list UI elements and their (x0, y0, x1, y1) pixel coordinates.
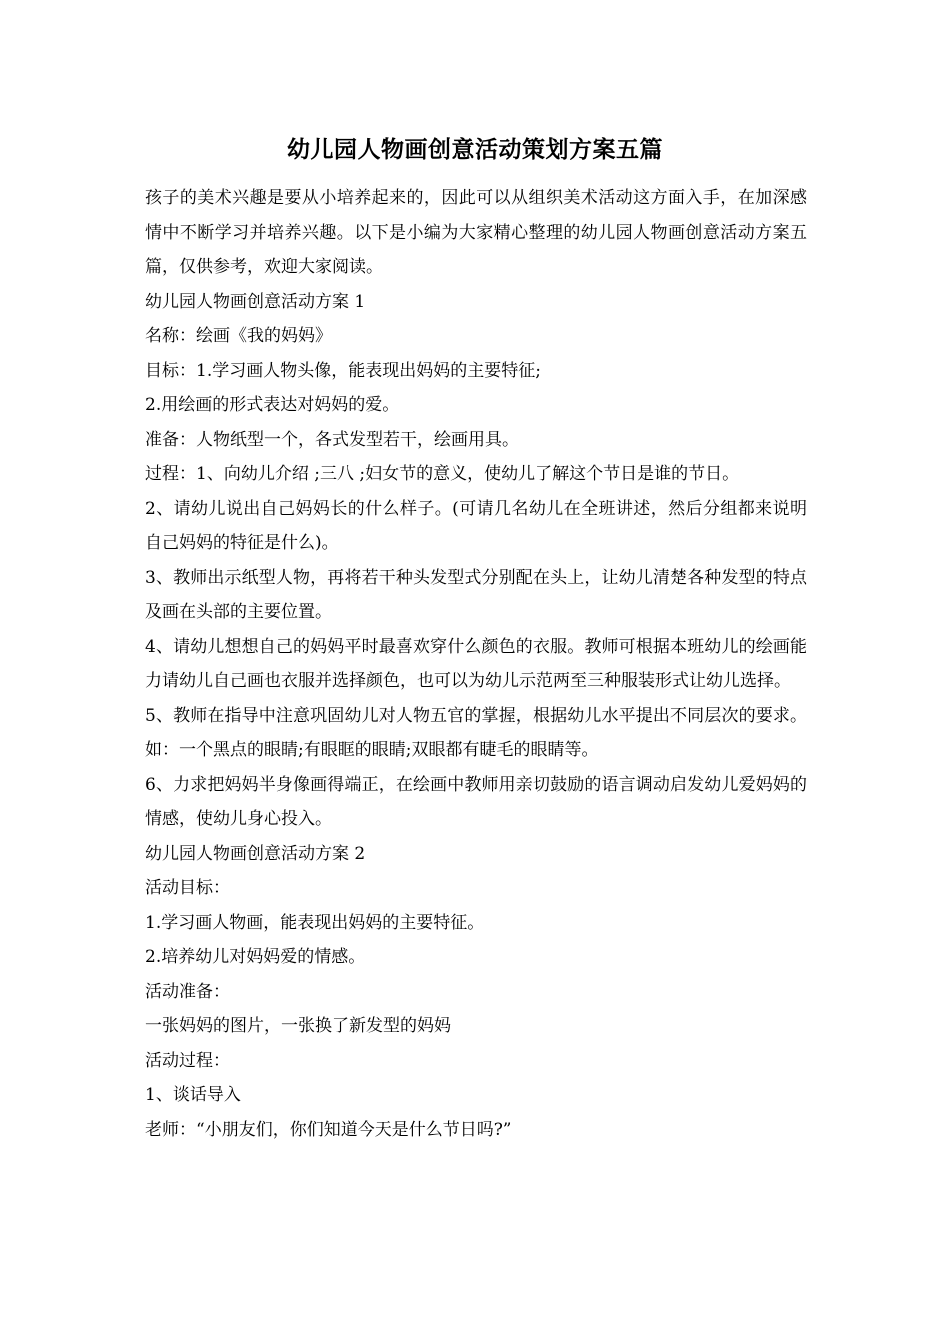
paragraph: 2.培养幼儿对妈妈爱的情感。 (145, 947, 366, 967)
paragraph: 活动目标： (145, 878, 230, 898)
paragraph: 4、请幼儿想想自己的妈妈平时最喜欢穿什么颜色的衣服。教师可根据本班幼儿的绘画能力请幼儿自己画也衣服并选择颜色，也可以为幼儿示范两至三种服装形式让幼儿选择。 (145, 636, 807, 691)
paragraph: 老师：“小朋友们，你们知道今天是什么节日吗?” (145, 1119, 512, 1140)
paragraph: 2、请幼儿说出自己妈妈长的什么样子。(可请几名幼儿在全班讲述，然后分组都来说明自己妈妈的特征是什么)。 (145, 498, 807, 553)
paragraph: 活动准备： (145, 981, 230, 1002)
section-heading-plan-1: 幼儿园人物画创意活动方案 1 (145, 291, 366, 312)
paragraph: 1.学习画人物画，能表现出妈妈的主要特征。 (145, 912, 485, 933)
paragraph: 过程：1、向幼儿介绍 ;三八 ;妇女节的意义，使幼儿了解这个节日是谁的节日。 (145, 464, 740, 484)
paragraph: 准备：人物纸型一个，各式发型若干，绘画用具。 (145, 429, 519, 450)
paragraph: 3、教师出示纸型人物，再将若干种头发型式分别配在头上，让幼儿清楚各种发型的特点及画在头部的主要位置。 (145, 567, 807, 622)
paragraph: 2.用绘画的形式表达对妈妈的爱。 (145, 395, 400, 415)
paragraph: 1、谈话导入 (145, 1085, 241, 1105)
paragraph: 一张妈妈的图片，一张换了新发型的妈妈 (145, 1016, 451, 1036)
paragraph: 名称：绘画《我的妈妈》 (145, 326, 332, 346)
document-title: 幼儿园人物画创意活动策划方案五篇 (287, 136, 663, 163)
intro-paragraph: 孩子的美术兴趣是要从小培养起来的，因此可以从组织美术活动这方面入手，在加深感情中不断学习并培养兴趣。以下是小编为大家精心整理的幼儿园人物画创意活动方案五篇，仅供参考，欢迎大家阅读。 (145, 188, 807, 277)
paragraph: 5、教师在指导中注意巩固幼儿对人物五官的掌握，根据幼儿水平提出不同层次的要求。如：一个黑点的眼睛;有眼眶的眼睛;双眼都有睫毛的眼睛等。 (145, 705, 807, 760)
paragraph: 6、力求把妈妈半身像画得端正，在绘画中教师用亲切鼓励的语言调动启发幼儿爱妈妈的情感，使幼儿身心投入。 (145, 774, 807, 829)
paragraph: 活动过程： (145, 1050, 230, 1071)
document-body (145, 181, 807, 1147)
paragraph: 目标：1.学习画人物头像，能表现出妈妈的主要特征; (145, 360, 541, 381)
section-heading-plan-2: 幼儿园人物画创意活动方案 2 (145, 843, 366, 864)
